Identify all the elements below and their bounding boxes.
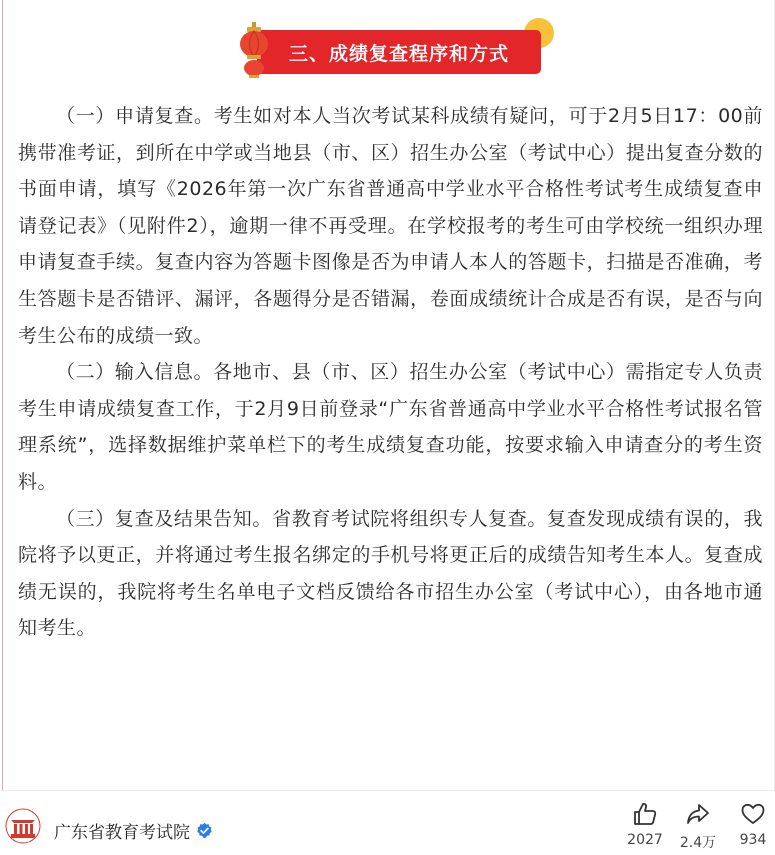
share-icon (685, 801, 711, 827)
thumbs-up-icon (632, 801, 658, 827)
paragraph-apply-review: （一）申请复查。考生如对本人当次考试某科成绩有疑问，可于2月5日17：00前携带准考证，到所在中学或当地县（市、区）招生办公室（考试中心）提出复查分数的书面申请，填写《2026年第一次广东省普通高中学业水平合格性考试考生成绩复查申请登记表》（见附件2），逾期一律不再受理。在学校报考的考生可由学校统一组织办理申请复查手续。复查内容为答题卡图像是否为申请人本人的答题卡，扫描是否准确，考生答题卡是否错评、漏评，各题得分是否错漏，卷面成绩统计合成是否有误，是否与向考生公布的成绩一致。 (18, 105, 763, 347)
share-button[interactable] (670, 801, 726, 852)
share-count: 2.4万 (679, 835, 717, 851)
logo-text: 考试院 (16, 839, 30, 844)
exam-authority-logo[interactable] (5, 808, 41, 844)
verified-badge-icon (196, 822, 213, 839)
paragraph-input-info: （二）输入信息。各地市、县（市、区）招生办公室（考试中心）需指定专人负责考生申请成绩复查工作，于2月9日前登录“广东省普通高中学业水平合格性考试报名管理系统”，选择数据维护菜单栏下的考生成绩复查功能，按要求输入申请查分的考生资料。 (18, 361, 763, 493)
lantern-icon (239, 22, 269, 82)
heart-icon (740, 801, 766, 827)
like-button[interactable] (617, 801, 673, 848)
section-title-banner (257, 30, 541, 74)
footer-bar (0, 791, 775, 855)
author-name[interactable]: 广东省教育考试院 (54, 823, 190, 843)
section-title: 三、成绩复查程序和方式 (288, 42, 509, 65)
author-info[interactable] (54, 818, 213, 843)
favorite-count: 934 (739, 832, 767, 848)
like-count: 2027 (627, 832, 663, 848)
left-border-line (2, 0, 3, 790)
paragraph-review-result: （三）复查及结果告知。省教育考试院将组织专人复查。复查发现成绩有误的，我院将予以更正，并将通过考生报名绑定的手机号将更正后的成绩告知考生本人。复查成绩无误的，我院将考生名单电子文档反馈给各市招生办公室（考试中心），由各地市通知考生。 (18, 507, 763, 640)
favorite-button[interactable] (725, 801, 775, 848)
article-body (18, 98, 763, 647)
